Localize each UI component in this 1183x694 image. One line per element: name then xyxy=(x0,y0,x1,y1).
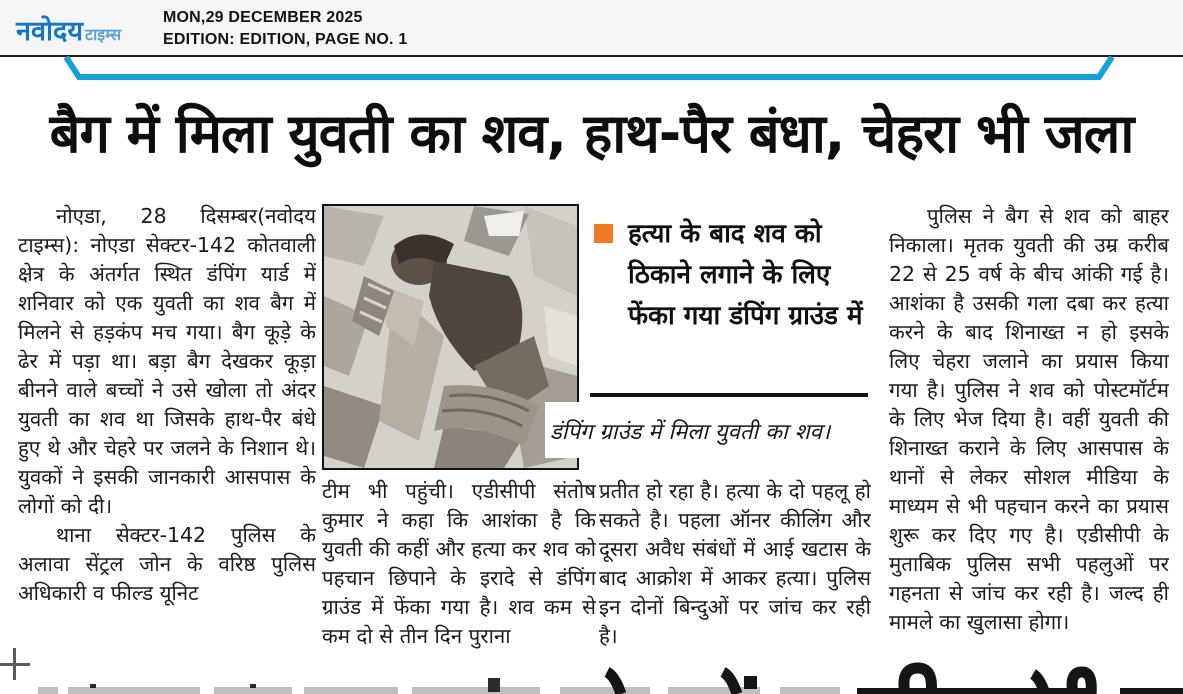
article-column-4 xyxy=(889,202,1169,654)
article-headline: बैग में मिला युवती का शव, हाथ-पैर बंधा, चेहरा भी जला xyxy=(49,102,1134,165)
paragraph: नोएडा, 28 दिसम्बर(नवोदय टाइम्स): नोएडा सेक्टर-142 कोतवाली क्षेत्र के अंतर्गत स्थित डंपिंग यार्ड में शनिवार को एक युवती का शव बैग में मिलने से हड़कंप मच गया। बैग कूड़े के ढेर में पड़ा था। बड़ा बैग देखकर कूड़ा बीनने वाले बच्चों ने उसे खोला तो अंदर युवती का शव था जिसके हाथ-पैर बंधे हुए थे और चेहरे पर जलने के निशान थे। युवकों ने इसकी जानकारी आसपास के लोगों को दी। xyxy=(18,204,316,518)
news-photo xyxy=(322,204,579,470)
logo-secondary-text: टाइम्स xyxy=(85,27,122,44)
date-line: MON,29 DECEMBER 2025 xyxy=(163,9,363,26)
masthead-meta xyxy=(163,7,407,51)
masthead xyxy=(0,0,1183,56)
paragraph: प्रतीत हो रहा है। हत्या के दो पहलू हो सकते है। पहला ऑनर कीलिंग और दूसरा अवैध संबंधों में आई खटास के बाद आक्रोश में आकर हत्या। पुलिस इन दोनों बिन्दुओं पर जांच कर रही है। xyxy=(599,479,871,648)
article-column-1 xyxy=(18,202,316,654)
caption-rule xyxy=(590,393,868,397)
photo-caption: डंपिंग ग्राउंड में मिला युवती का शव। xyxy=(550,420,831,445)
newspaper-logo xyxy=(16,11,121,48)
paragraph: पुलिस ने बैग से शव को बाहर निकाला। मृतक युवती की उम्र करीब 22 से 25 वर्ष के बीच आंकी गई है। आशंका है उसकी गला दबा कर हत्या करने के बाद शिनाख्त न हो इसके लिए चेहरा जलाने का प्रयास किया गया है। पुलिस ने शव को पोस्टमॉर्टम के लिए भेज दिया है। वहीं युवती की शिनाख्त कराने के लिए आसपास के थानों से लेकर सोशल मीडिया के माध्यम से भी पहचान करने का प्रयास शुरू कर दिए गए है। एडीसीपी के मुताबिक पुलिस सभी पहलुओं पर गहनता से जांच कर रही है। जल्द ही मामले का खुलासा होगा। xyxy=(889,204,1169,634)
article-column-2 xyxy=(322,477,596,654)
logo-primary-text: नवोदय xyxy=(16,16,83,46)
pullquote-bullet-icon xyxy=(594,224,613,243)
cropped-next-headline xyxy=(0,660,1183,694)
pull-quote: हत्या के बाद शव को ठिकाने लगाने के लिए फेंका गया डंपिंग ग्राउंड में xyxy=(628,219,863,331)
blue-swoosh-rule xyxy=(0,56,1183,82)
paragraph: थाना सेक्टर-142 पुलिस के अलावा सेंट्रल जोन के वरिष्ठ पुलिस अधिकारी व फील्ड यूनिट xyxy=(18,523,316,605)
article-column-3 xyxy=(599,477,871,654)
news-photo-graphic xyxy=(324,206,577,468)
paragraph: टीम भी पहुंची। एडीसीपी संतोष कुमार ने कहा कि आशंका है कि युवती की कहीं और हत्या कर शव को पहचान छिपाने के इरादे से डंपिंग ग्राउंड में फेंका गया है। शव कम से कम दो से तीन दिन पुराना xyxy=(322,479,596,648)
edition-line: EDITION: EDITION, PAGE NO. 1 xyxy=(163,31,408,48)
